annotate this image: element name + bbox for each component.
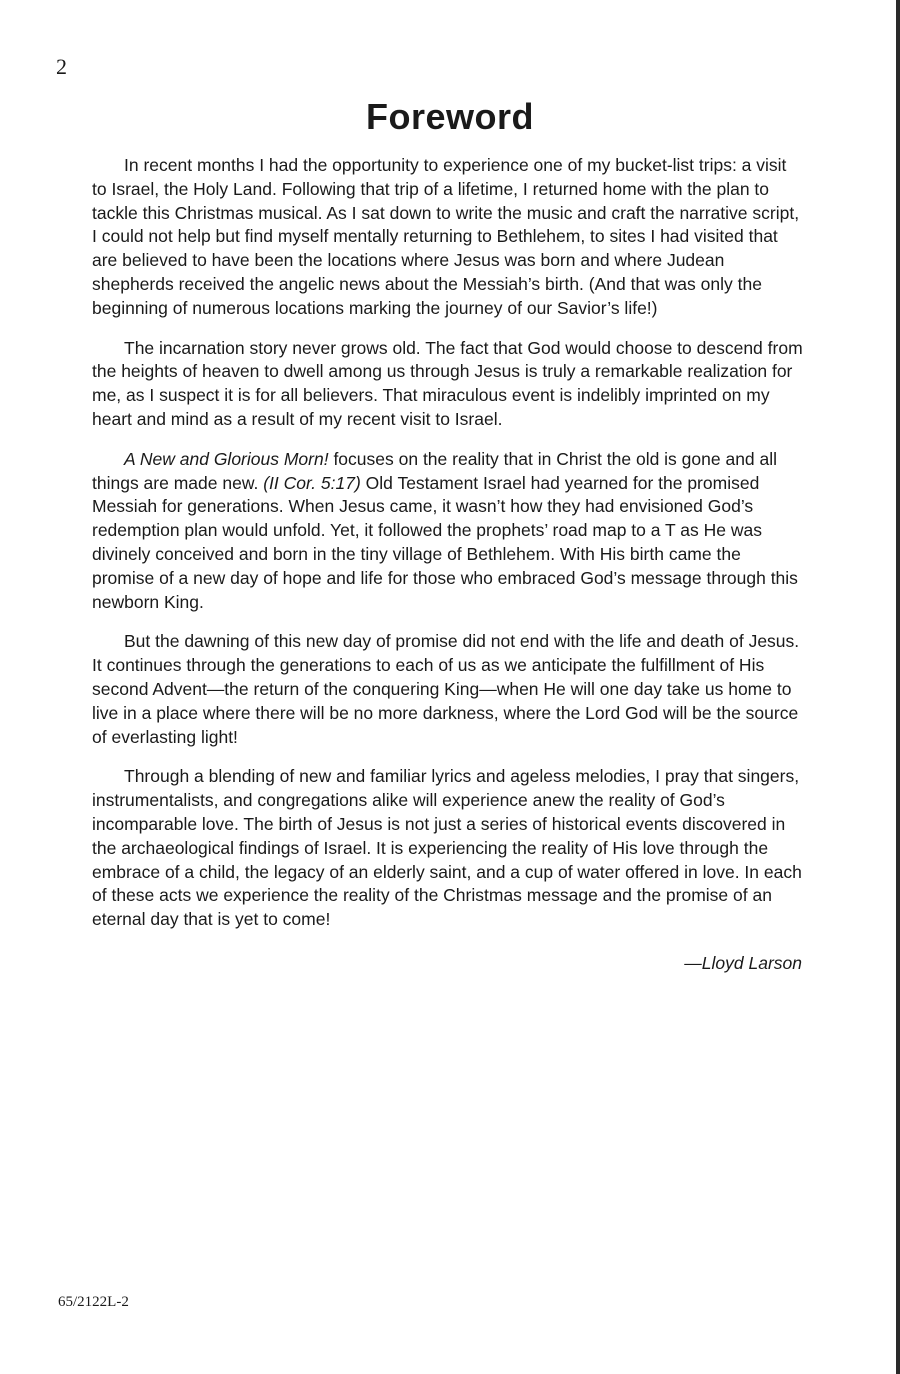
scripture-reference: (II Cor. 5:17)	[263, 472, 361, 493]
paragraph-4: But the dawning of this new day of promise did not end with the life and death of Jesus. It continues through the generations to each of us as we anticipate the fulfillment of His second Advent—the return of the conquering King—when He will one day take us home to live in a place where there will be no more darkness, where the Lord God will be the source of everlasting light!	[92, 631, 800, 747]
page-number: 2	[56, 54, 67, 79]
catalog-number: 65/2122L-2	[58, 1294, 129, 1310]
paragraph-1: In recent months I had the opportunity to experience one of my bucket-list trips: a visit to Israel, the Holy Land. Following that trip of a lifetime, I returned home with the plan to tackle this Christmas musical. As I sat down to write the music and craft the narrative script, I could not help but find myself mentally returning to Bethlehem, to sites I had visited that are believed to have been the locations where Jesus was born and where Judean shepherds received the angelic news about the Messiah’s birth. (And that was only the beginning of numerous locations marking the journey of our Savior’s life!)	[92, 155, 800, 318]
paragraph-3	[92, 448, 804, 615]
musical-title: A New and Glorious Morn!	[124, 448, 329, 469]
page-edge-border	[896, 0, 900, 1374]
paragraph-5: Through a blending of new and familiar lyrics and ageless melodies, I pray that singers, instrumentalists, and congregations alike will experience anew the reality of God’s incomparable love. The birth of Jesus is not just a series of historical events discovered in the archaeological findings of Israel. It is experiencing the reality of His love through the embrace of a child, the legacy of an elderly saint, and a cup of water offered in love. In each of these acts we experience the reality of the Christmas message and the promise of an eternal day that is yet to come!	[92, 766, 802, 930]
page-title: Foreword	[365, 96, 534, 137]
paragraph-3-text-a: focuses on the reality that in Christ the old is gone and all things are made new.	[92, 448, 778, 493]
paragraph-2: The incarnation story never grows old. The fact that God would choose to descend from the heights of heaven to dwell among us through Jesus is truly a remarkable realization for me, as I suspect it is for all believers. That miraculous event is indelibly imprinted on my heart and mind as a result of my recent visit to Israel.	[92, 337, 803, 429]
foreword-body	[92, 154, 804, 976]
author-signature: —Lloyd Larson	[684, 952, 802, 973]
paragraph-3-text-b: Old Testament Israel had yearned for the promised Messiah for generations. When Jesus came, it wasn’t how they had envisioned God’s redemption plan would unfold. Yet, it followed the prophets’ road map to a T as He was divinely conceived and born in the tiny village of Bethlehem. With His birth came the promise of a new day of hope and life for those who embraced God’s message through this newborn King.	[92, 472, 798, 612]
